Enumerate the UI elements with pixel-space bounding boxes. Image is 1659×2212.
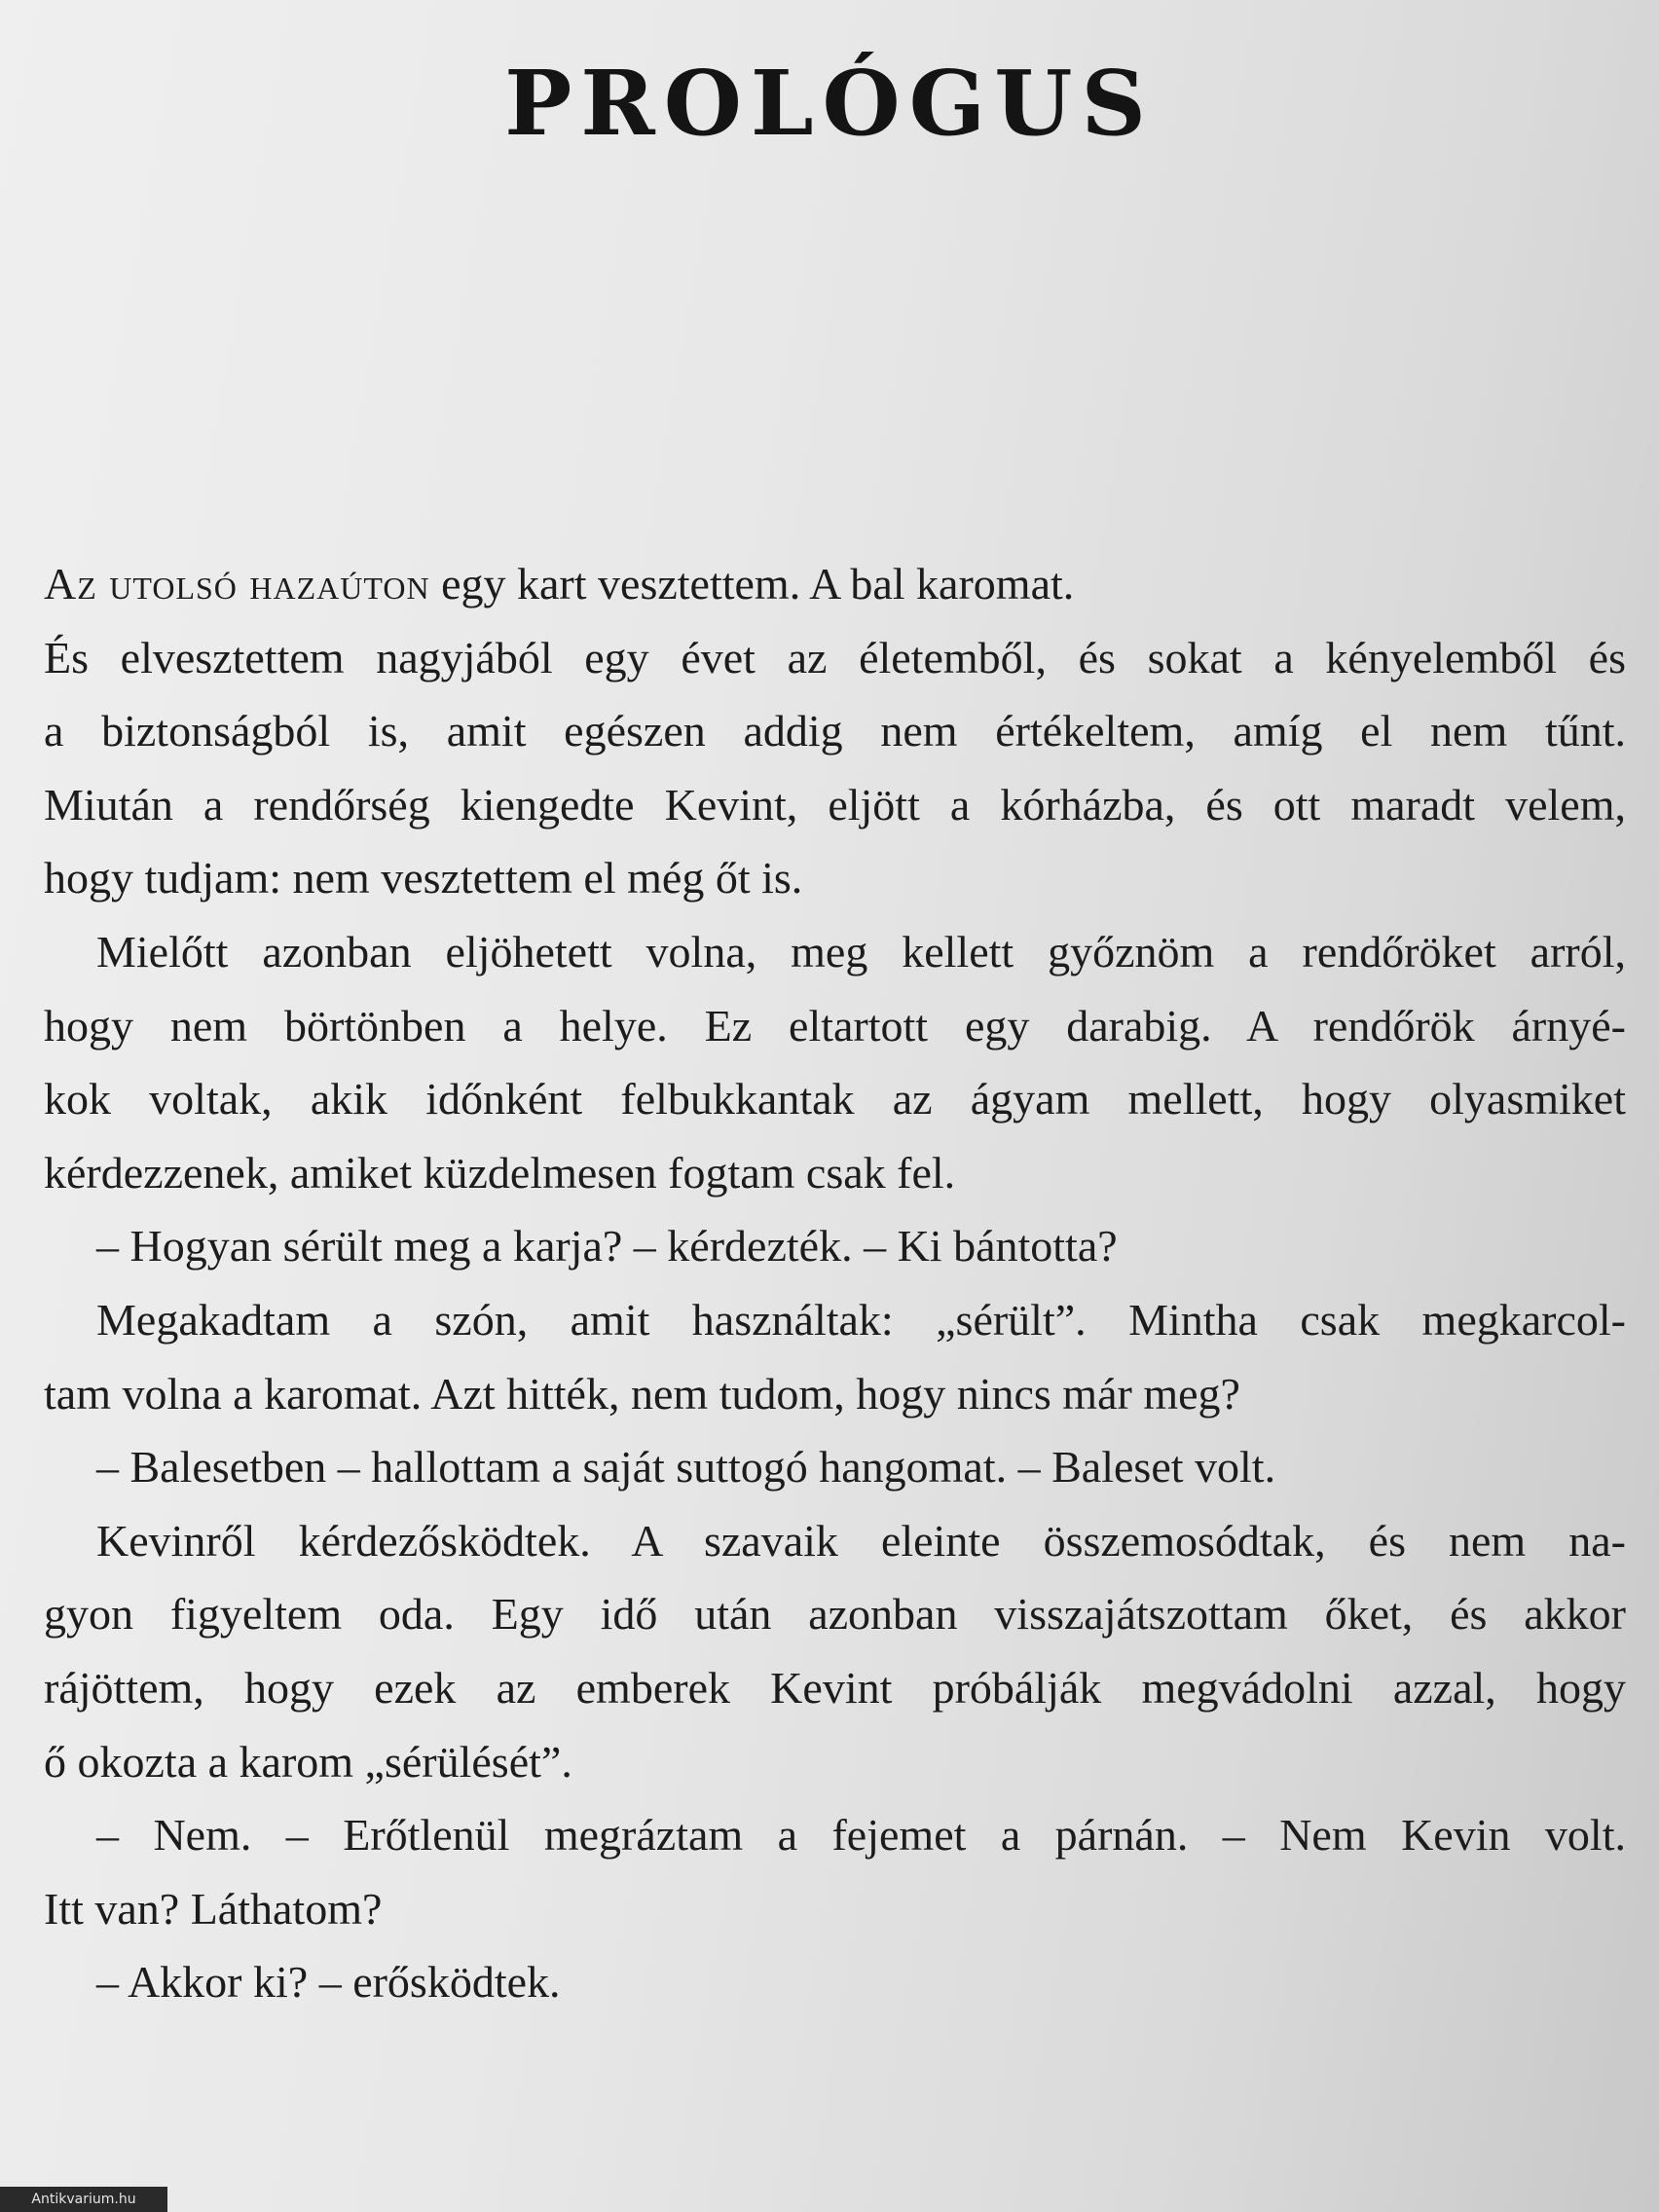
text-line: gyon figyeltem oda. Egy idő után azonban visszajátszottam őket, és akkor	[44, 1589, 1626, 1640]
body-text	[44, 547, 1626, 2019]
text-line: – Hogyan sérült meg a karja? – kérdezték. – Ki bántotta?	[96, 1221, 1118, 1272]
opening-smallcaps: Az utolsó hazaúton	[44, 559, 430, 608]
text-line: Miután a rendőrség kiengedte Kevint, eljött a kórházba, és ott maradt velem,	[44, 779, 1626, 830]
chapter-title: PROLÓGUS	[504, 51, 1155, 156]
text-line	[44, 547, 1626, 621]
line-text: egy kart vesztettem. A bal karomat.	[429, 559, 1075, 608]
text-line: És elvesztettem nagyjából egy évet az életemből, és sokat a kényelemből és	[44, 632, 1626, 682]
text-line: tam volna a karomat. Azt hitték, nem tudom, hogy nincs már meg?	[44, 1368, 1240, 1419]
text-line: – Balesetben – hallottam a saját suttogó hangomat. – Baleset volt.	[96, 1442, 1276, 1493]
text-line: ő okozta a karom „sérülését”.	[44, 1736, 572, 1787]
text-line: kérdezzenek, amiket küzdelmesen fogtam csak fel.	[44, 1147, 956, 1198]
text-line: Megakadtam a szón, amit használtak: „sérült”. Mintha csak megkarcol-	[96, 1294, 1626, 1345]
text-line: – Nem. – Erőtlenül megráztam a fejemet a párnán. – Nem Kevin volt.	[96, 1810, 1626, 1861]
text-line: Mielőtt azonban eljöhetett volna, meg kellett győznöm a rendőröket arról,	[96, 926, 1626, 977]
text-line: hogy tudjam: nem vesztettem el még őt is.	[44, 853, 803, 903]
text-line: – Akkor ki? – erősködtek.	[96, 1957, 561, 2008]
text-line: Kevinről kérdezősködtek. A szavaik eleinte összemosódtak, és nem na-	[96, 1515, 1626, 1566]
text-line: kok voltak, akik időnként felbukkantak az ágyam mellett, hogy olyasmiket	[44, 1074, 1626, 1124]
text-line: Itt van? Láthatom?	[44, 1883, 383, 1934]
text-line: hogy nem börtönben a helye. Ez eltartott egy darabig. A rendőrök árnyé-	[44, 1000, 1626, 1051]
text-line: a biztonságból is, amit egészen addig nem értékeltem, amíg el nem tűnt.	[44, 706, 1626, 756]
text-line: rájöttem, hogy ezek az emberek Kevint próbálják megvádolni azzal, hogy	[44, 1662, 1626, 1713]
watermark-label: Antikvarium.hu	[0, 2187, 167, 2212]
